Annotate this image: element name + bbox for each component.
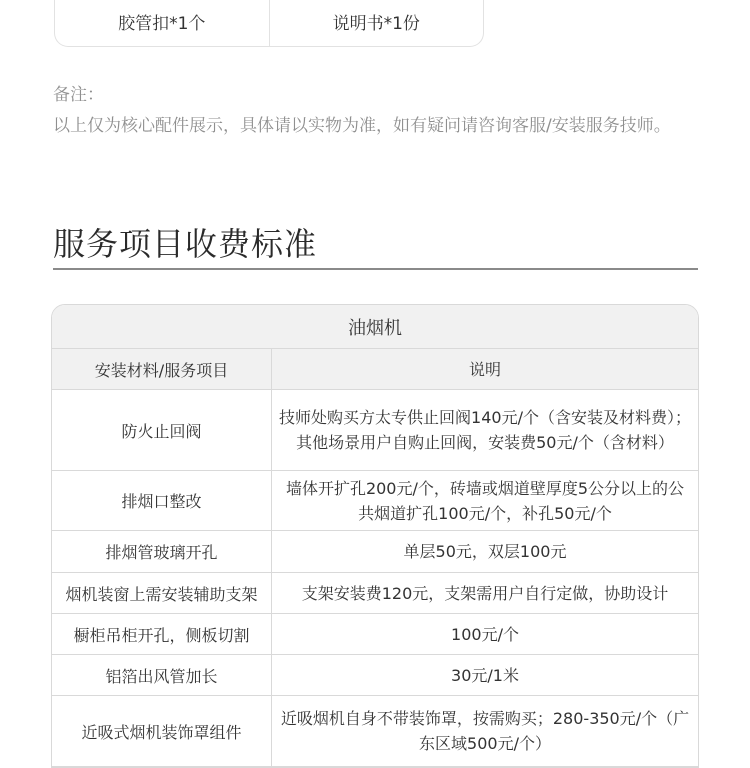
row-desc: 支架安装费120元，支架需用户自行定做，协助设计	[301, 583, 669, 603]
accessory-item: 说明书*1份	[269, 0, 484, 46]
table-row	[52, 531, 698, 573]
section-title: 服务项目收费标准	[53, 225, 318, 263]
row-item: 烟机装窗上需安装辅助支架	[52, 573, 272, 613]
row-item: 近吸式烟机装饰罩组件	[52, 696, 272, 766]
row-desc: 单层50元，双层100元	[403, 542, 567, 561]
accessory-box	[54, 0, 484, 47]
row-desc: 100元/个	[451, 624, 519, 644]
row-item: 排烟管玻璃开孔	[52, 531, 272, 572]
row-item: 橱柜吊柜开孔，侧板切割	[52, 614, 272, 654]
row-desc: 技师处购买方太专供止回阀140元/个（含安装及材料费）；其他场景用户自购止回阀，安装费50元/个（含材料）	[279, 408, 691, 452]
row-item: 防火止回阀	[52, 390, 272, 470]
header-desc: 说明	[272, 349, 698, 389]
row-desc: 近吸烟机自身不带装饰罩，按需购买；280-350元/个（广东区域500元/个）	[280, 709, 690, 753]
table-row	[52, 573, 698, 614]
title-divider	[53, 268, 698, 270]
row-desc: 墙体开扩孔200元/个，砖墙或烟道壁厚度5公分以上的公共烟道扩孔100元/个，补孔50元/个	[285, 478, 685, 523]
table-row	[52, 696, 698, 767]
row-desc: 30元/1米	[451, 665, 519, 685]
table-row	[52, 655, 698, 696]
table-header-row	[52, 349, 698, 390]
row-item: 铝箔出风管加长	[52, 655, 272, 695]
note-text: 以上仅为核心配件展示，具体请以实物为准，如有疑问请咨询客服/安装服务技师。	[53, 116, 671, 136]
header-item: 安装材料/服务项目	[52, 349, 272, 389]
table-row	[52, 390, 698, 471]
row-item: 排烟口整改	[52, 471, 272, 530]
table-row	[52, 614, 698, 655]
note-label: 备注：	[53, 85, 104, 105]
table-row	[52, 471, 698, 531]
note-block	[53, 80, 703, 142]
fee-table	[51, 304, 699, 768]
table-title: 油烟机	[52, 305, 698, 349]
accessory-item: 胶管扣*1个	[118, 14, 206, 34]
